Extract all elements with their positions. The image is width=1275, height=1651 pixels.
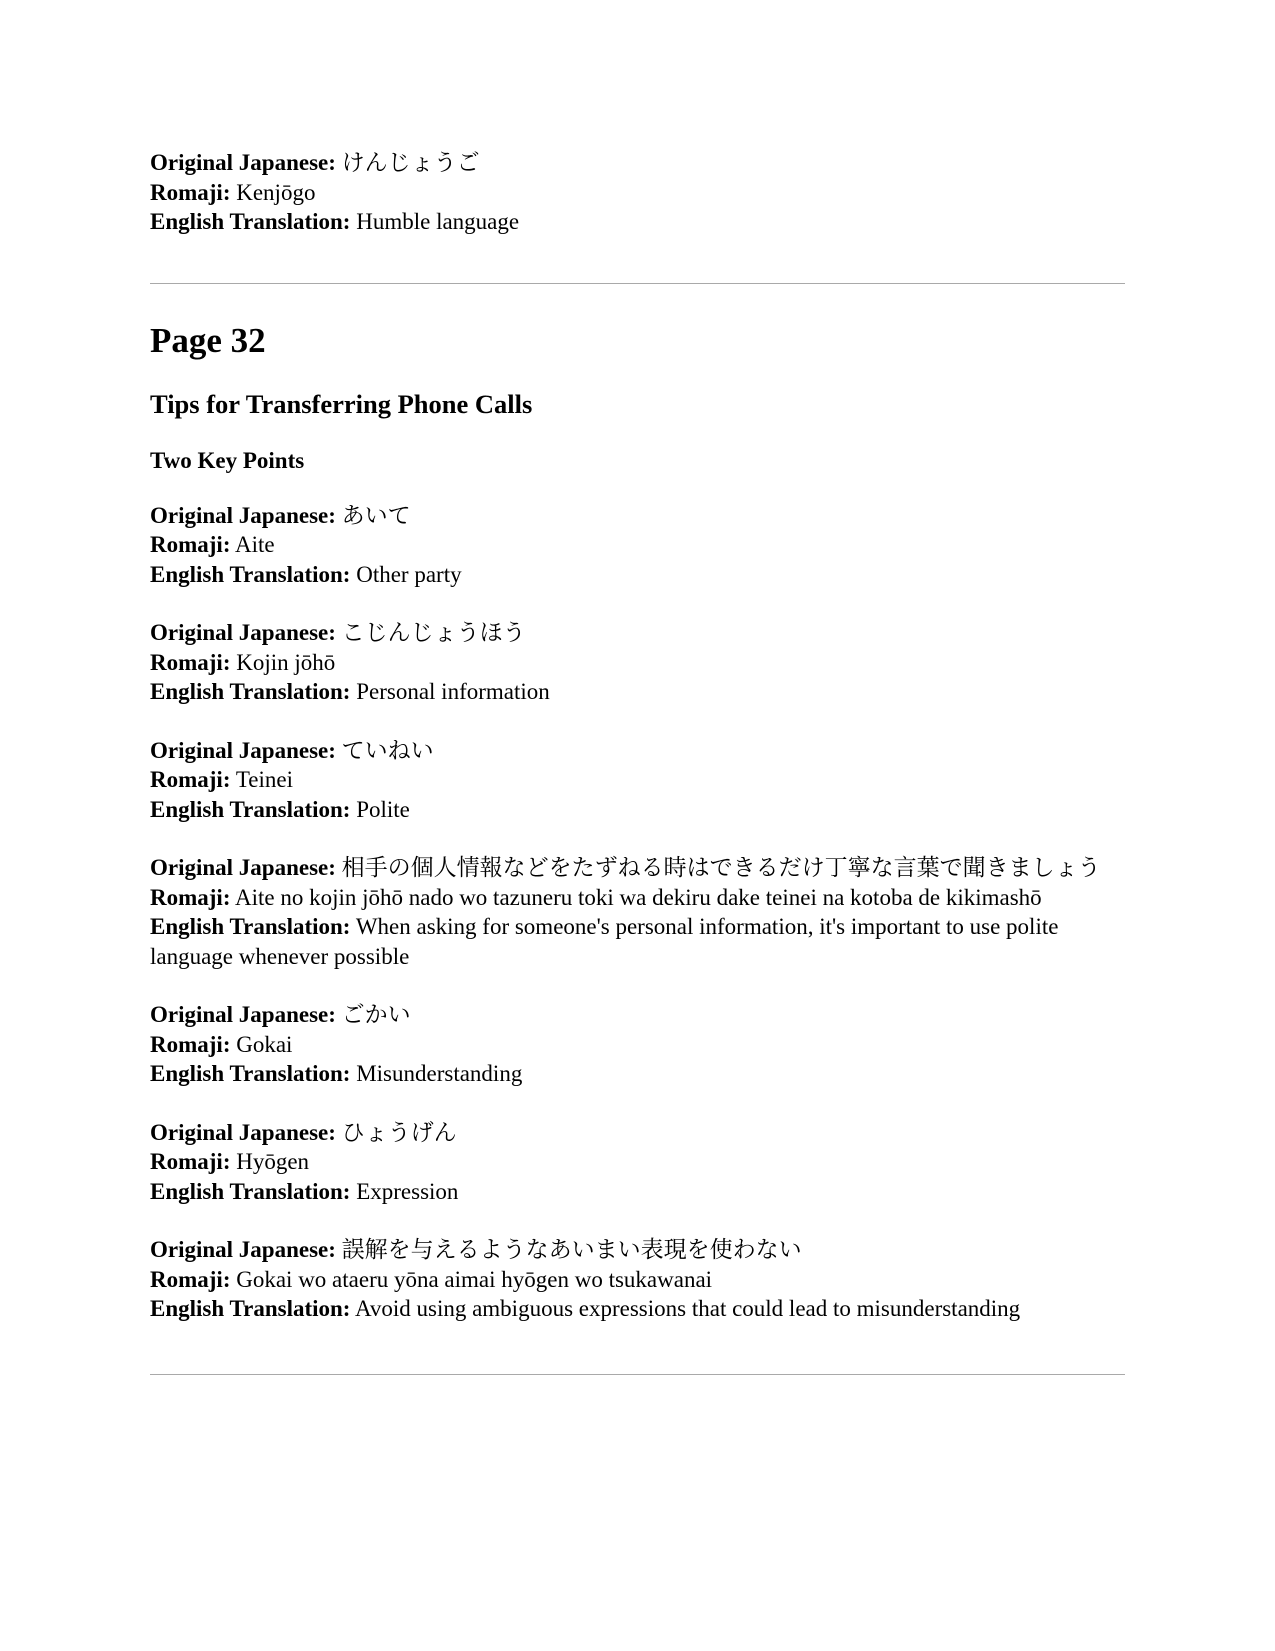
vocab-entry xyxy=(150,736,1125,825)
romaji-label: Romaji: xyxy=(150,1266,231,1292)
romaji-line xyxy=(150,883,1125,913)
english-label: English Translation: xyxy=(150,796,351,822)
japanese-label: Original Japanese: xyxy=(150,1002,336,1027)
romaji-label: Romaji: xyxy=(150,179,231,205)
english-label: English Translation: xyxy=(150,1061,351,1086)
vocab-entry xyxy=(150,1118,1125,1207)
english-label: English Translation: xyxy=(150,561,351,587)
romaji-line xyxy=(150,1030,1125,1060)
romaji-label: Romaji: xyxy=(150,649,231,675)
romaji-text: Teinei xyxy=(235,767,293,792)
english-line xyxy=(150,560,1125,590)
romaji-text: Aite xyxy=(234,532,275,557)
romaji-text: Kojin jōhō xyxy=(236,649,336,675)
english-label: English Translation: xyxy=(150,914,351,939)
document-page xyxy=(150,148,1125,1375)
english-line xyxy=(150,1177,1125,1207)
japanese-text: 誤解を与えるようなあいまい表現を使わない xyxy=(341,1237,802,1262)
english-text: Humble language xyxy=(356,209,520,234)
japanese-text: ひょうげん xyxy=(341,1119,457,1145)
romaji-line xyxy=(150,178,1125,208)
vocab-entry xyxy=(150,853,1125,971)
japanese-label: Original Japanese: xyxy=(150,1119,336,1145)
romaji-text: Gokai xyxy=(236,1031,293,1057)
japanese-text: 相手の個人情報などをたずねる時はできるだけ丁寧な言葉で聞きましょう xyxy=(341,855,1101,880)
japanese-text: ごかい xyxy=(341,1002,411,1027)
romaji-text: Kenjōgo xyxy=(236,179,316,205)
english-line xyxy=(150,1059,1125,1089)
vocab-entry xyxy=(150,501,1125,590)
japanese-line xyxy=(150,853,1125,883)
japanese-text: こじんじょうほう xyxy=(341,620,526,645)
japanese-line xyxy=(150,148,1125,178)
vocab-list xyxy=(150,501,1125,1324)
romaji-text: Gokai wo ataeru yōna aimai hyōgen wo tsukawanai xyxy=(236,1266,713,1292)
japanese-label: Original Japanese: xyxy=(150,620,336,645)
page-heading: Page 32 xyxy=(150,320,266,360)
japanese-line xyxy=(150,618,1125,648)
english-text: Expression xyxy=(356,1178,459,1204)
romaji-label: Romaji: xyxy=(150,884,231,910)
romaji-text: Aite no kojin jōhō nado wo tazuneru toki wa dekiru dake teinei na kotoba de kikimashō xyxy=(234,884,1042,910)
english-line xyxy=(150,1294,1125,1324)
subsection-title: Two Key Points xyxy=(150,447,305,473)
japanese-label: Original Japanese: xyxy=(150,502,336,528)
japanese-line xyxy=(150,736,1125,766)
english-line xyxy=(150,912,1125,971)
japanese-label: Original Japanese: xyxy=(150,1237,336,1262)
english-text: Polite xyxy=(356,796,410,822)
romaji-text: Hyōgen xyxy=(236,1149,310,1174)
vocab-entry xyxy=(150,618,1125,707)
vocab-entry xyxy=(150,1235,1125,1324)
section-divider-bottom xyxy=(150,1374,1125,1375)
vocab-entry-top xyxy=(150,148,1125,237)
english-line xyxy=(150,207,1125,237)
vocab-entry xyxy=(150,1000,1125,1089)
japanese-text: あいて xyxy=(341,502,411,528)
romaji-label: Romaji: xyxy=(150,1031,231,1057)
english-text: Misunderstanding xyxy=(356,1061,523,1086)
japanese-line xyxy=(150,1118,1125,1148)
japanese-label: Original Japanese: xyxy=(150,855,336,880)
english-label: English Translation: xyxy=(150,679,351,704)
section-divider-top xyxy=(150,283,1125,284)
section-title: Tips for Transferring Phone Calls xyxy=(150,388,533,419)
japanese-line xyxy=(150,501,1125,531)
english-label: English Translation: xyxy=(150,209,351,234)
japanese-label: Original Japanese: xyxy=(150,737,336,763)
japanese-label: Original Japanese: xyxy=(150,150,336,175)
romaji-line xyxy=(150,648,1125,678)
romaji-label: Romaji: xyxy=(150,1149,231,1174)
english-text: Personal information xyxy=(356,679,550,704)
english-text: When asking for someone's personal information, it's important to use polite language whenever possible xyxy=(150,914,1059,969)
japanese-line xyxy=(150,1235,1125,1265)
japanese-text: ていねい xyxy=(341,737,434,763)
romaji-label: Romaji: xyxy=(150,767,231,792)
romaji-line xyxy=(150,530,1125,560)
english-label: English Translation: xyxy=(150,1178,351,1204)
japanese-line xyxy=(150,1000,1125,1030)
english-label: English Translation: xyxy=(150,1296,351,1321)
romaji-line xyxy=(150,765,1125,795)
romaji-line xyxy=(150,1147,1125,1177)
romaji-line xyxy=(150,1265,1125,1295)
romaji-label: Romaji: xyxy=(150,532,231,557)
english-text: Avoid using ambiguous expressions that could lead to misunderstanding xyxy=(354,1296,1021,1321)
japanese-text: けんじょうご xyxy=(341,150,480,175)
english-text: Other party xyxy=(356,561,462,587)
english-line xyxy=(150,795,1125,825)
english-line xyxy=(150,677,1125,707)
